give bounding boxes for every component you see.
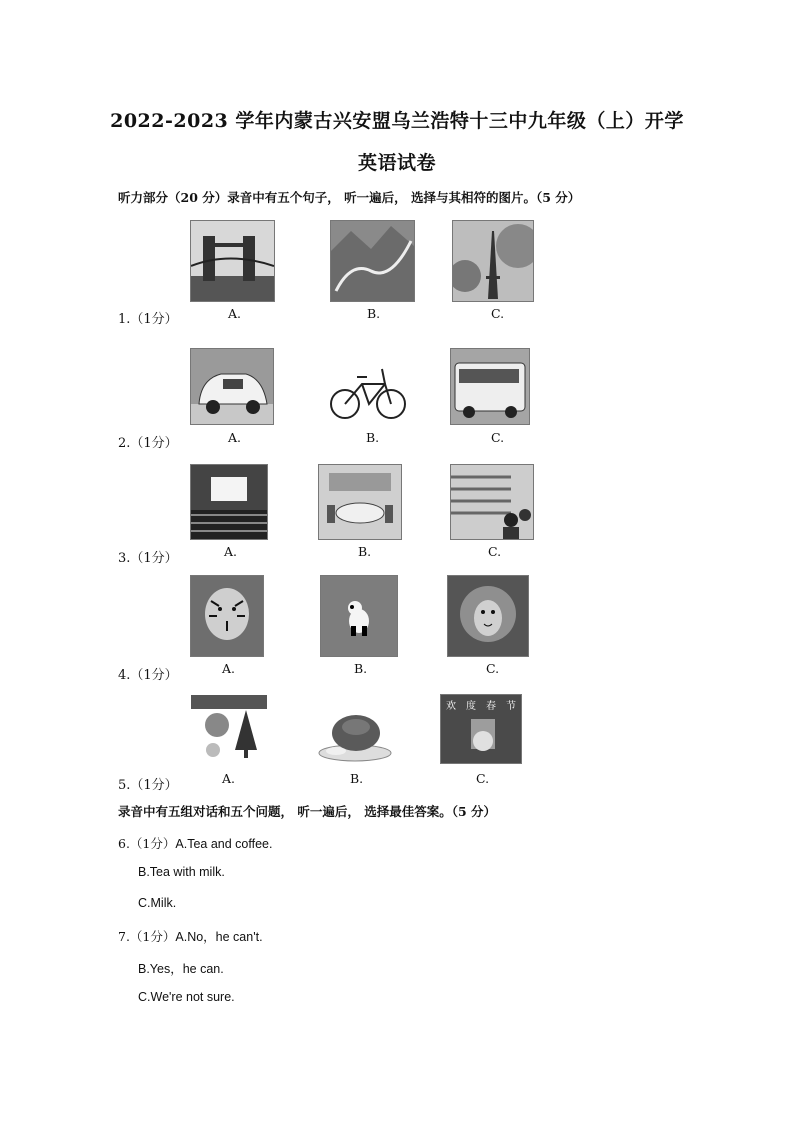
panda-photo [320, 575, 398, 657]
car-photo [190, 348, 274, 425]
bus-photo [450, 348, 530, 425]
question-2-label: 2.（1分） [118, 436, 178, 451]
spring-festival-photo [440, 694, 522, 764]
question-7-option-a[interactable]: A.No，he can't. [175, 930, 263, 944]
cinema-photo [190, 464, 268, 540]
question-6 [118, 834, 272, 852]
supermarket-photo [450, 464, 534, 540]
question-5-option-a[interactable]: A. [222, 771, 236, 786]
lion-photo [447, 575, 529, 657]
banner-char-3: 春 [486, 701, 496, 712]
question-2-option-c[interactable]: C. [491, 430, 505, 445]
question-6-option-c[interactable]: C.Milk. [138, 896, 177, 910]
section-listening-dialogues: 录音中有五组对话和五个问题， 听一遍后， 选择最佳答案。（5 分） [118, 804, 497, 819]
question-7 [118, 927, 263, 945]
banner-char-2: 度 [466, 701, 476, 712]
spring-festival-banner [441, 697, 521, 712]
question-4-option-c[interactable]: C. [486, 661, 500, 676]
question-3-option-a[interactable]: A. [224, 544, 238, 559]
question-1-option-a[interactable]: A. [228, 306, 242, 321]
question-6-option-b[interactable]: B.Tea with milk. [138, 865, 225, 879]
question-7-option-c[interactable]: C.We're not sure. [138, 990, 235, 1004]
question-6-option-a[interactable]: A.Tea and coffee. [175, 837, 273, 851]
bicycle-photo [326, 348, 410, 425]
great-wall-photo [330, 220, 415, 302]
question-4-option-a[interactable]: A. [222, 661, 236, 676]
banner-char-1: 欢 [446, 701, 456, 712]
question-3-label: 3.（1分） [118, 551, 178, 566]
question-2-option-a[interactable]: A. [228, 430, 242, 445]
roast-turkey-photo [313, 694, 397, 766]
question-3-option-b[interactable]: B. [358, 544, 372, 559]
question-1-label: 1.（1分） [118, 312, 178, 327]
question-5-option-b[interactable]: B. [350, 771, 364, 786]
question-3-option-c[interactable]: C. [488, 544, 502, 559]
question-5-label: 5.（1分） [118, 778, 178, 793]
tiger-photo [190, 575, 264, 657]
question-6-label: 6.（1分） [118, 836, 176, 851]
question-4-option-b[interactable]: B. [354, 661, 368, 676]
section-listening-pictures: 听力部分（20 分）录音中有五个句子， 听一遍后， 选择与其相符的图片。（5 分） [118, 190, 581, 205]
restaurant-photo [318, 464, 402, 540]
eiffel-tower-photo [452, 220, 534, 302]
question-7-label: 7.（1分） [118, 929, 176, 944]
question-2-option-b[interactable]: B. [366, 430, 380, 445]
christmas-photo [190, 694, 268, 766]
question-4-label: 4.（1分） [118, 668, 178, 683]
banner-char-4: 节 [506, 701, 516, 712]
question-7-option-b[interactable]: B.Yes，he can. [138, 962, 224, 976]
question-5-option-c[interactable]: C. [476, 771, 490, 786]
question-1-option-b[interactable]: B. [367, 306, 381, 321]
question-1-option-c[interactable]: C. [491, 306, 505, 321]
page-title-line2: 英语试卷 [357, 152, 436, 174]
page-title-line1: 2022-2023 学年内蒙古兴安盟乌兰浩特十三中九年级（上）开学 [110, 110, 684, 132]
tower-bridge-photo [190, 220, 275, 302]
